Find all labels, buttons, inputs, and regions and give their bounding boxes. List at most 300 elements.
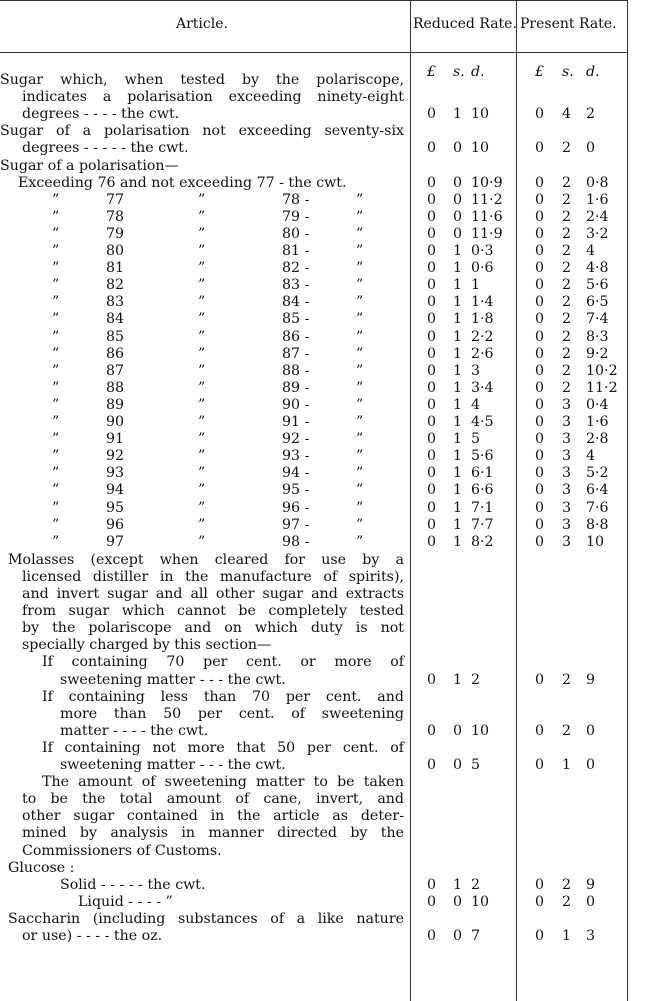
range-from: 81 (106, 260, 125, 277)
range-to: 83 - (282, 277, 310, 294)
article-text: indicates a polarisation exceeding ninety-eight (22, 89, 404, 106)
present-rate-pounds: 0 (535, 311, 545, 328)
present-rate-pence: 5·2 (586, 465, 609, 482)
ditto-mark: ” (52, 362, 60, 379)
reduced-rate-shillings: 1 (453, 499, 463, 516)
range-from: 93 (106, 465, 125, 482)
ditto-mark: ” (198, 396, 206, 413)
table-row (0, 928, 640, 945)
present-rate-shillings: 2 (562, 671, 572, 688)
reduced-rate-shillings: 0 (453, 140, 463, 157)
range-to: 86 - (282, 328, 310, 345)
ditto-mark: ” (198, 225, 206, 242)
table-row (0, 860, 640, 877)
reduced-rate-shillings: 0 (453, 757, 463, 773)
present-rate-pounds: 0 (535, 465, 545, 482)
reduced-rate-pence: 0·6 (471, 260, 494, 277)
table-row (0, 226, 640, 243)
reduced-rate-pounds: 0 (427, 533, 437, 550)
ditto-mark: ” (356, 311, 364, 328)
ditto-mark: ” (52, 482, 60, 499)
range-from: 95 (106, 499, 125, 516)
top-rule (0, 0, 627, 1)
present-rate-shillings: 2 (562, 311, 572, 328)
table-row (0, 431, 640, 448)
present-rate-pence: 2·8 (586, 431, 609, 448)
ditto-mark: ” (198, 208, 206, 225)
article-text: Glucose : (8, 859, 75, 876)
reduced-rate-shillings: 1 (453, 414, 463, 430)
reduced-rate-pounds: 0 (427, 928, 437, 944)
range-to: 80 - (282, 225, 310, 242)
range-from: 91 (106, 431, 125, 448)
present-rate-shillings: 2 (562, 174, 572, 191)
ditto-mark: ” (52, 414, 60, 430)
article-text: Commissioners of Customs. (22, 842, 222, 859)
ditto-mark: ” (52, 465, 60, 482)
ditto-mark: ” (52, 516, 60, 533)
ditto-mark: ” (52, 345, 60, 362)
present-rate-shillings: 2 (562, 362, 572, 379)
reduced-rate-shillings: 1 (453, 533, 463, 550)
present-rate-pence: 0·4 (586, 396, 609, 413)
present-rate-shillings: 3 (562, 396, 572, 413)
reduced-rate-shillings: 0 (453, 191, 463, 208)
reduced-rate-shillings: 1 (453, 671, 463, 688)
reduced-rate-pence: 4·5 (471, 414, 494, 430)
present-rate-pence: 0·8 (586, 174, 609, 191)
article-text: Liquid - - - - ” (78, 893, 173, 910)
ditto-mark: ” (52, 379, 60, 396)
article-text: from sugar which cannot be completely tested (22, 603, 404, 620)
table-row (0, 380, 640, 397)
reduced-rate-pence: 2 (471, 876, 481, 893)
present-rate-shillings: 2 (562, 140, 572, 157)
present-rate-pence: 10·2 (586, 362, 618, 379)
reduced-rate-shillings: 1 (453, 482, 463, 499)
present-rate-pounds: 0 (535, 174, 545, 191)
reduced-rate-pounds: 0 (427, 448, 437, 465)
reduced-rate-pounds: 0 (427, 328, 437, 345)
present-rate-pence: 2 (586, 106, 596, 123)
present-rate-pence: 0 (586, 893, 596, 910)
present-rate-pence: 6·5 (586, 294, 609, 311)
ditto-mark: ” (52, 191, 60, 208)
article-text: licensed distiller in the manufacture of spirits), (22, 568, 404, 585)
ditto-mark: ” (198, 516, 206, 533)
present-rate-shillings: 2 (562, 328, 572, 345)
table-row (0, 517, 640, 534)
table-row (0, 808, 640, 825)
reduced-rate-pounds: 0 (427, 311, 437, 328)
reduced-rate-pence: 7 (471, 928, 481, 944)
reduced-rate-shillings: 1 (453, 294, 463, 311)
ditto-mark: ” (198, 482, 206, 499)
article-text: degrees - - - - the cwt. (22, 106, 180, 123)
present-rate-pence: 0 (586, 140, 596, 157)
table-row (0, 825, 640, 842)
range-to: 79 - (282, 208, 310, 225)
present-rate-pence: 8·3 (586, 328, 609, 345)
ditto-mark: ” (198, 533, 206, 550)
ditto-mark: ” (52, 311, 60, 328)
present-rate-pence: 1·6 (586, 191, 609, 208)
reduced-rate-pence: 2 (471, 671, 481, 688)
header-present-rate: Present Rate. (520, 16, 617, 32)
present-shillings-header: s. (562, 64, 574, 80)
present-rate-pounds: 0 (535, 191, 545, 208)
reduced-rate-pounds: 0 (427, 482, 437, 499)
reduced-rate-shillings: 1 (453, 277, 463, 294)
reduced-rate-pence: 1·4 (471, 294, 494, 311)
reduced-rate-pence: 6·6 (471, 482, 494, 499)
present-rate-pounds: 0 (535, 516, 545, 533)
present-rate-pounds: 0 (535, 499, 545, 516)
reduced-rate-pounds: 0 (427, 893, 437, 910)
table-row (0, 654, 640, 671)
range-from: 85 (106, 328, 125, 345)
reduced-rate-pounds: 0 (427, 260, 437, 277)
reduced-rate-pounds: 0 (427, 140, 437, 157)
reduced-rate-pence: 0·3 (471, 243, 494, 259)
table-row (0, 294, 640, 311)
range-to: 94 - (282, 465, 310, 482)
ditto-mark: ” (52, 328, 60, 345)
ditto-mark: ” (198, 311, 206, 328)
present-rate-pence: 1·6 (586, 414, 609, 430)
table-row (0, 140, 640, 157)
present-rate-shillings: 3 (562, 516, 572, 533)
range-from: 92 (106, 448, 125, 465)
range-to: 95 - (282, 482, 310, 499)
reduced-rate-pounds: 0 (427, 225, 437, 242)
article-text: Saccharin (including substances of a like nature (8, 910, 404, 927)
reduced-rate-shillings: 1 (453, 362, 463, 379)
article-text: degrees - - - - - the cwt. (22, 140, 189, 157)
ditto-mark: ” (356, 448, 364, 465)
reduced-rate-pounds: 0 (427, 379, 437, 396)
ditto-mark: ” (198, 414, 206, 430)
table-row (0, 106, 640, 123)
present-rate-shillings: 2 (562, 876, 572, 893)
present-rate-shillings: 2 (562, 294, 572, 311)
range-first-label: Exceeding 76 and not exceeding 77 - the cwt. (18, 174, 347, 191)
article-text: specially charged by this section— (22, 637, 272, 654)
present-rate-shillings: 3 (562, 414, 572, 430)
range-to: 96 - (282, 499, 310, 516)
present-rate-shillings: 4 (562, 106, 572, 123)
present-rate-pence: 9 (586, 876, 596, 893)
table-row (0, 243, 640, 260)
range-to: 97 - (282, 516, 310, 533)
article-text: If containing less than 70 per cent. and (42, 688, 404, 705)
ditto-mark: ” (52, 277, 60, 294)
reduced-rate-pence: 10 (471, 722, 490, 739)
table-row (0, 277, 640, 294)
present-rate-shillings: 2 (562, 208, 572, 225)
reduced-rate-shillings: 0 (453, 893, 463, 910)
ditto-mark: ” (52, 225, 60, 242)
reduced-rate-pounds: 0 (427, 243, 437, 259)
ditto-mark: ” (356, 328, 364, 345)
range-from: 97 (106, 533, 125, 550)
range-to: 93 - (282, 448, 310, 465)
table-row (0, 552, 640, 569)
reduced-rate-pence: 11·2 (471, 191, 503, 208)
reduced-rate-pence: 2·2 (471, 328, 494, 345)
present-rate-pounds: 0 (535, 893, 545, 910)
reduced-rate-pounds: 0 (427, 757, 437, 773)
ditto-mark: ” (356, 345, 364, 362)
table-row (0, 689, 640, 706)
ditto-mark: ” (198, 277, 206, 294)
reduced-rate-shillings: 1 (453, 431, 463, 448)
present-rate-pounds: 0 (535, 328, 545, 345)
reduced-pence-header: d. (471, 64, 485, 80)
present-pence-header: d. (586, 64, 600, 80)
article-text: Sugar of a polarisation not exceeding seventy-six (0, 123, 404, 140)
ditto-mark: ” (356, 208, 364, 225)
present-rate-shillings: 3 (562, 448, 572, 465)
present-rate-shillings: 2 (562, 893, 572, 910)
reduced-rate-shillings: 1 (453, 328, 463, 345)
ditto-mark: ” (198, 328, 206, 345)
present-rate-pounds: 0 (535, 225, 545, 242)
ditto-mark: ” (356, 260, 364, 277)
ditto-mark: ” (356, 191, 364, 208)
ditto-mark: ” (198, 294, 206, 311)
present-rate-shillings: 2 (562, 260, 572, 277)
article-text: If containing not more that 50 per cent. of (42, 739, 404, 756)
ditto-mark: ” (52, 208, 60, 225)
reduced-rate-shillings: 1 (453, 345, 463, 362)
range-from: 84 (106, 311, 125, 328)
reduced-rate-shillings: 1 (453, 448, 463, 465)
reduced-rate-pounds: 0 (427, 362, 437, 379)
reduced-rate-shillings: 1 (453, 876, 463, 893)
table-row (0, 346, 640, 363)
article-text: If containing 70 per cent. or more of (42, 654, 404, 671)
header-rule (0, 52, 627, 53)
reduced-rate-pence: 10·9 (471, 174, 503, 191)
article-text: Sugar which, when tested by the polariscope, (0, 72, 404, 88)
range-from: 88 (106, 379, 125, 396)
ditto-mark: ” (356, 362, 364, 379)
present-rate-shillings: 3 (562, 499, 572, 516)
ditto-mark: ” (198, 465, 206, 482)
present-rate-pounds: 0 (535, 876, 545, 893)
table-row (0, 774, 640, 791)
ditto-mark: ” (356, 516, 364, 533)
reduced-rate-pence: 1·8 (471, 311, 494, 328)
ditto-mark: ” (356, 225, 364, 242)
reduced-rate-pounds: 0 (427, 876, 437, 893)
article-text: other sugar contained in the article as deter- (22, 808, 404, 825)
reduced-rate-pence: 11·9 (471, 225, 503, 242)
article-text: Solid - - - - - the cwt. (60, 876, 206, 893)
ditto-mark: ” (198, 345, 206, 362)
table-row (0, 894, 640, 911)
present-rate-pence: 10 (586, 533, 605, 550)
present-rate-pounds: 0 (535, 671, 545, 688)
range-to: 88 - (282, 362, 310, 379)
ditto-mark: ” (356, 431, 364, 448)
reduced-rate-shillings: 0 (453, 722, 463, 739)
table-row (0, 89, 640, 106)
article-text: and invert sugar and all other sugar and extracts (22, 586, 404, 602)
reduced-rate-pounds: 0 (427, 396, 437, 413)
reduced-rate-pounds: 0 (427, 431, 437, 448)
ditto-mark: ” (198, 243, 206, 259)
header-article: Article. (176, 16, 228, 32)
table-row (0, 482, 640, 499)
present-rate-pence: 4·8 (586, 260, 609, 277)
table-row (0, 397, 640, 414)
ditto-mark: ” (356, 465, 364, 482)
table-row (0, 260, 640, 277)
reduced-rate-pounds: 0 (427, 277, 437, 294)
reduced-rate-pence: 10 (471, 893, 490, 910)
reduced-rate-shillings: 1 (453, 106, 463, 123)
header-reduced-rate: Reduced Rate. (413, 16, 517, 32)
table-row (0, 534, 640, 551)
reduced-rate-shillings: 0 (453, 208, 463, 225)
ditto-mark: ” (356, 243, 364, 259)
reduced-rate-pence: 8·2 (471, 533, 494, 550)
present-rate-shillings: 3 (562, 431, 572, 448)
range-from: 94 (106, 482, 125, 499)
present-rate-pence: 2·4 (586, 208, 609, 225)
reduced-rate-pounds: 0 (427, 345, 437, 362)
table-row (0, 465, 640, 482)
range-to: 82 - (282, 260, 310, 277)
range-from: 87 (106, 362, 125, 379)
article-text: Molasses (except when cleared for use by a (8, 551, 404, 568)
article-text: mined by analysis in manner directed by the (22, 825, 404, 842)
range-from: 96 (106, 516, 125, 533)
article-text: Sugar of a polarisation— (0, 157, 179, 174)
range-from: 83 (106, 294, 125, 311)
present-rate-pounds: 0 (535, 757, 545, 773)
article-text: sweetening matter - - - the cwt. (60, 757, 286, 773)
reduced-rate-pence: 3·4 (471, 379, 494, 396)
ditto-mark: ” (52, 260, 60, 277)
reduced-rate-shillings: 0 (453, 225, 463, 242)
present-rate-pence: 9·2 (586, 345, 609, 362)
range-from: 86 (106, 345, 125, 362)
present-rate-shillings: 2 (562, 243, 572, 259)
present-rate-shillings: 1 (562, 928, 572, 944)
present-rate-pence: 0 (586, 757, 596, 773)
reduced-rate-pounds: 0 (427, 499, 437, 516)
present-rate-pounds: 0 (535, 379, 545, 396)
table-row (0, 329, 640, 346)
present-rate-pounds: 0 (535, 294, 545, 311)
reduced-rate-pence: 5·6 (471, 448, 494, 465)
present-rate-pounds: 0 (535, 362, 545, 379)
range-to: 78 - (282, 191, 310, 208)
present-rate-pence: 6·4 (586, 482, 609, 499)
reduced-rate-pounds: 0 (427, 208, 437, 225)
present-rate-pence: 7·4 (586, 311, 609, 328)
ditto-mark: ” (52, 448, 60, 465)
present-rate-pounds: 0 (535, 722, 545, 739)
reduced-rate-pounds: 0 (427, 414, 437, 430)
range-from: 77 (106, 191, 125, 208)
reduced-rate-pence: 5 (471, 757, 481, 773)
range-from: 89 (106, 396, 125, 413)
ditto-mark: ” (52, 499, 60, 516)
present-rate-shillings: 2 (562, 225, 572, 242)
table-row (0, 500, 640, 517)
reduced-rate-pounds: 0 (427, 174, 437, 191)
reduced-rate-shillings: 1 (453, 260, 463, 277)
present-rate-pounds: 0 (535, 928, 545, 944)
reduced-pounds-header: £ (427, 64, 437, 80)
reduced-rate-shillings: 1 (453, 465, 463, 482)
ditto-mark: ” (52, 431, 60, 448)
range-from: 90 (106, 414, 125, 430)
present-rate-pounds: 0 (535, 448, 545, 465)
table-row (0, 740, 640, 757)
table-row (0, 72, 640, 89)
reduced-rate-pounds: 0 (427, 294, 437, 311)
ditto-mark: ” (356, 294, 364, 311)
ditto-mark: ” (198, 362, 206, 379)
ditto-mark: ” (356, 482, 364, 499)
table-row (0, 620, 640, 637)
range-from: 78 (106, 208, 125, 225)
reduced-rate-pence: 10 (471, 106, 490, 123)
present-rate-pence: 4 (586, 448, 596, 465)
ditto-mark: ” (356, 396, 364, 413)
present-rate-pence: 4 (586, 243, 596, 259)
present-rate-pounds: 0 (535, 277, 545, 294)
reduced-rate-pence: 3 (471, 362, 481, 379)
range-to: 85 - (282, 311, 310, 328)
table-row (0, 363, 640, 380)
table-row (0, 123, 640, 140)
reduced-rate-pounds: 0 (427, 516, 437, 533)
article-text: matter - - - - the cwt. (60, 722, 209, 739)
reduced-rate-pence: 7·1 (471, 499, 494, 516)
present-rate-pounds: 0 (535, 106, 545, 123)
present-rate-shillings: 3 (562, 465, 572, 482)
present-rate-pence: 7·6 (586, 499, 609, 516)
table-row (0, 209, 640, 226)
reduced-rate-pence: 10 (471, 140, 490, 157)
range-from: 80 (106, 243, 125, 259)
reduced-rate-shillings: 1 (453, 516, 463, 533)
article-text: sweetening matter - - - the cwt. (60, 671, 286, 688)
range-to: 92 - (282, 431, 310, 448)
present-rate-pounds: 0 (535, 243, 545, 259)
reduced-rate-shillings: 1 (453, 379, 463, 396)
reduced-rate-pence: 4 (471, 396, 481, 413)
ditto-mark: ” (356, 379, 364, 396)
table-row (0, 414, 640, 431)
table-row (0, 311, 640, 328)
reduced-rate-pounds: 0 (427, 191, 437, 208)
reduced-rate-pence: 7·7 (471, 516, 494, 533)
ditto-mark: ” (356, 533, 364, 550)
present-rate-pence: 3 (586, 928, 596, 944)
reduced-rate-shillings: 1 (453, 396, 463, 413)
table-row (0, 911, 640, 928)
table-row (0, 192, 640, 209)
table-row (0, 569, 640, 586)
reduced-rate-pounds: 0 (427, 671, 437, 688)
